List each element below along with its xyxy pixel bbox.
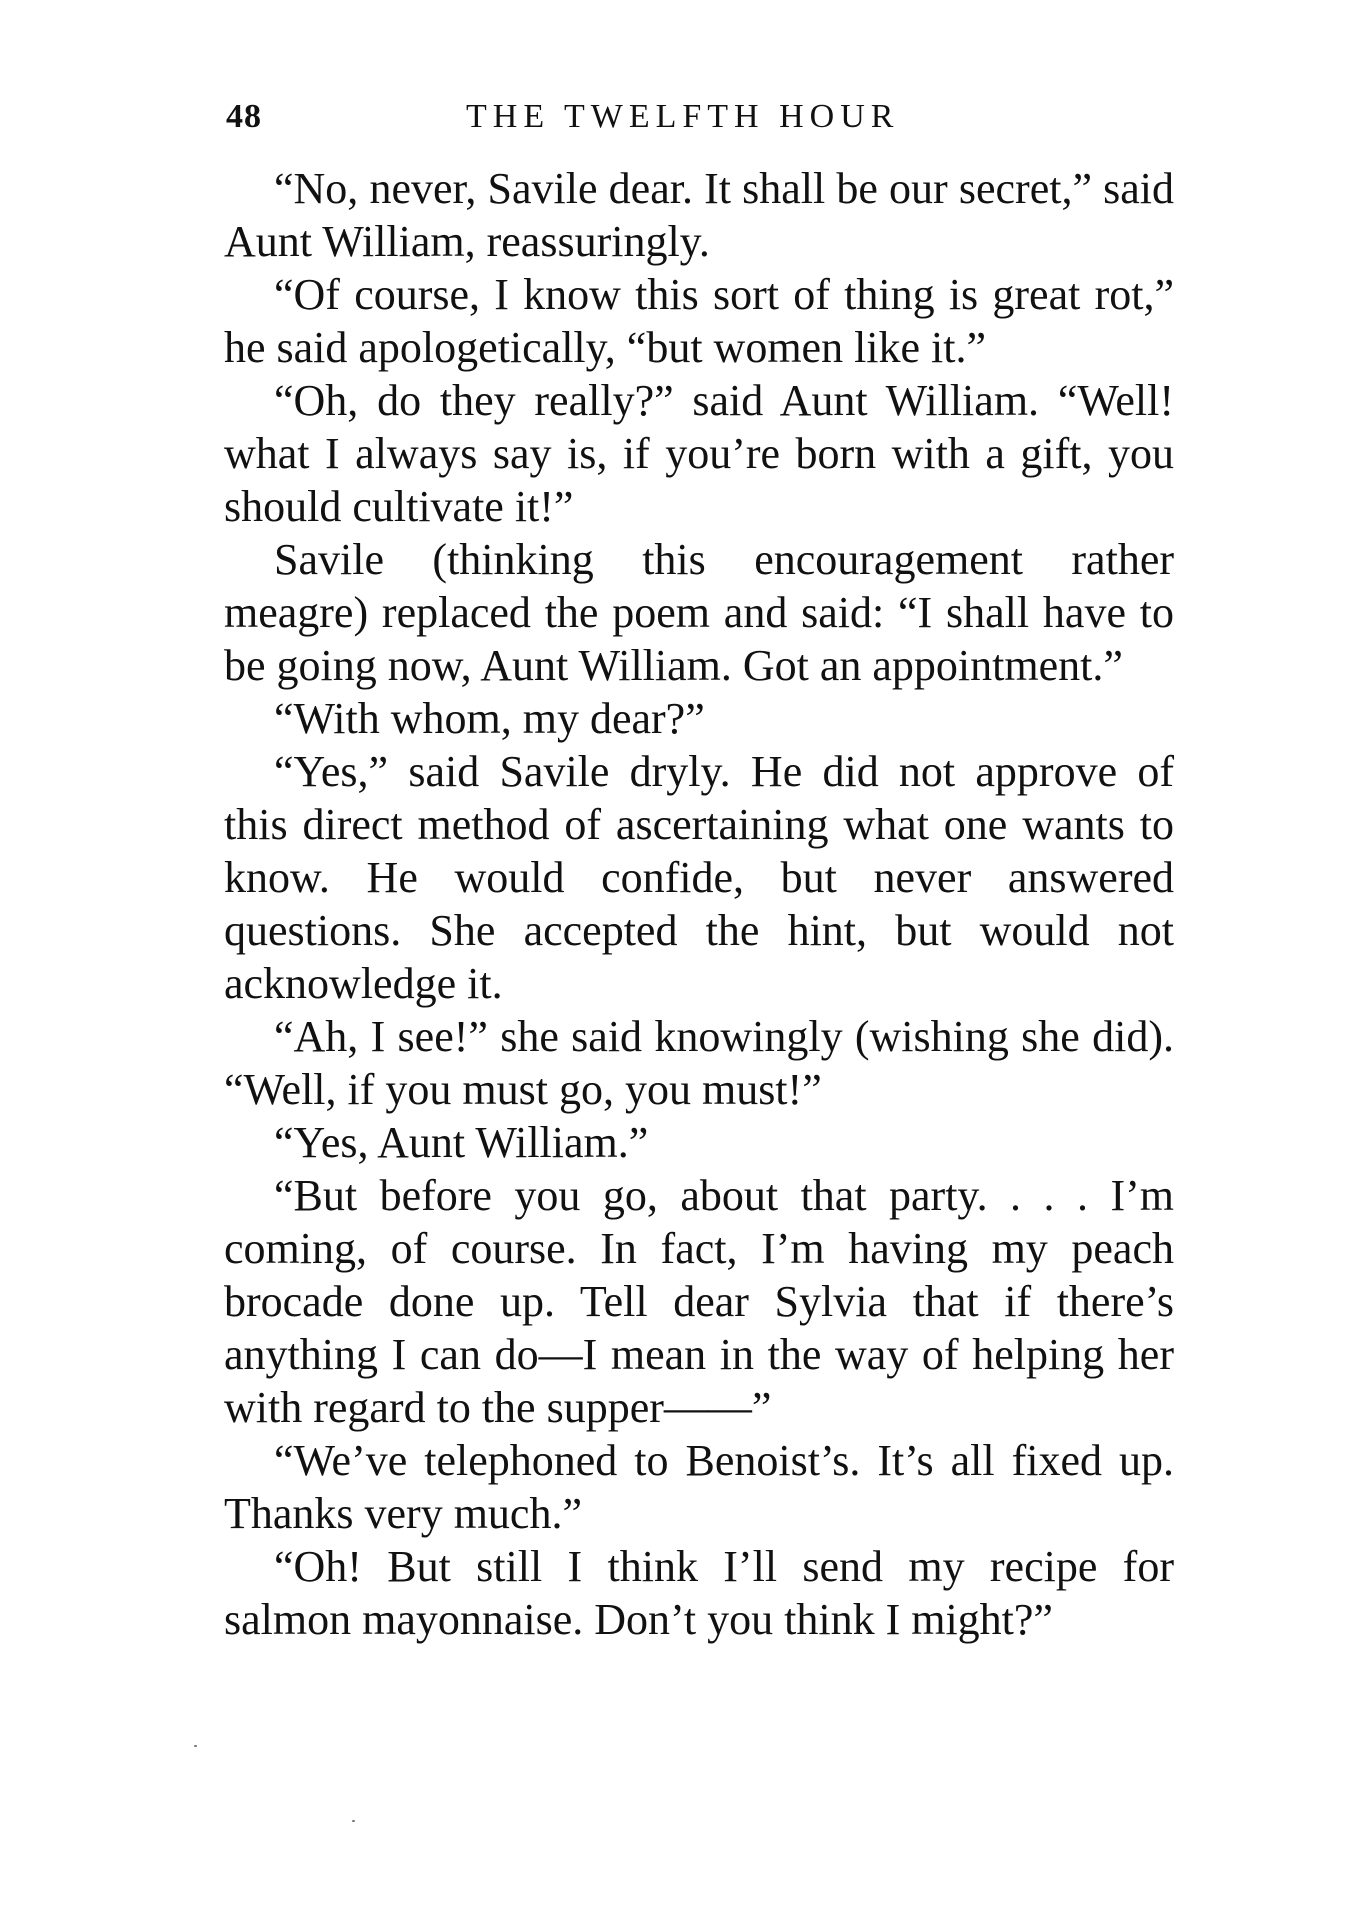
paragraph: “Yes,” said Savile dryly. He did not approve of this direct method of ascertaining what one wants to know. He would confide, but never answered questions. She accepted the hint, but would not acknowledge it.	[224, 747, 1174, 1008]
paragraph: “But before you go, about that party. . . . I’m coming, of course. In fact, I’m having my peach brocade done up. Tell dear Sylvia that if there’s anything I can do—I mean in the way of helping her with regard to the supper——”	[224, 1171, 1174, 1432]
paper-speck	[352, 1820, 355, 1822]
paragraph: “With whom, my dear?”	[274, 694, 705, 743]
body-text	[224, 162, 1174, 1646]
paragraph: “Oh, do they really?” said Aunt William. “Well! what I always say is, if you’re born with a gift, you should cultivate it!”	[224, 376, 1174, 531]
paragraph: “Ah, I see!” she said knowingly (wishing she did). “Well, if you must go, you must!”	[224, 1012, 1174, 1114]
paper-speck	[194, 1745, 197, 1747]
paragraph: “Yes, Aunt William.”	[274, 1118, 649, 1167]
running-title: THE TWELFTH HOUR	[466, 98, 900, 135]
running-head	[226, 98, 1170, 158]
paragraph: “No, never, Savile dear. It shall be our secret,” said Aunt William, reassuringly.	[224, 164, 1174, 266]
paragraph: “Oh! But still I think I’ll send my recipe for salmon mayonnaise. Don’t you think I might?”	[224, 1542, 1174, 1644]
paragraph: “We’ve telephoned to Benoist’s. It’s all fixed up. Thanks very much.”	[224, 1436, 1174, 1538]
paragraph: “Of course, I know this sort of thing is great rot,” he said apologetically, “but women like it.”	[224, 270, 1174, 372]
page-number: 48	[226, 98, 262, 135]
paragraph: Savile (thinking this encouragement rather meagre) replaced the poem and said: “I shall have to be going now, Aunt William. Got an appointment.”	[224, 535, 1174, 690]
